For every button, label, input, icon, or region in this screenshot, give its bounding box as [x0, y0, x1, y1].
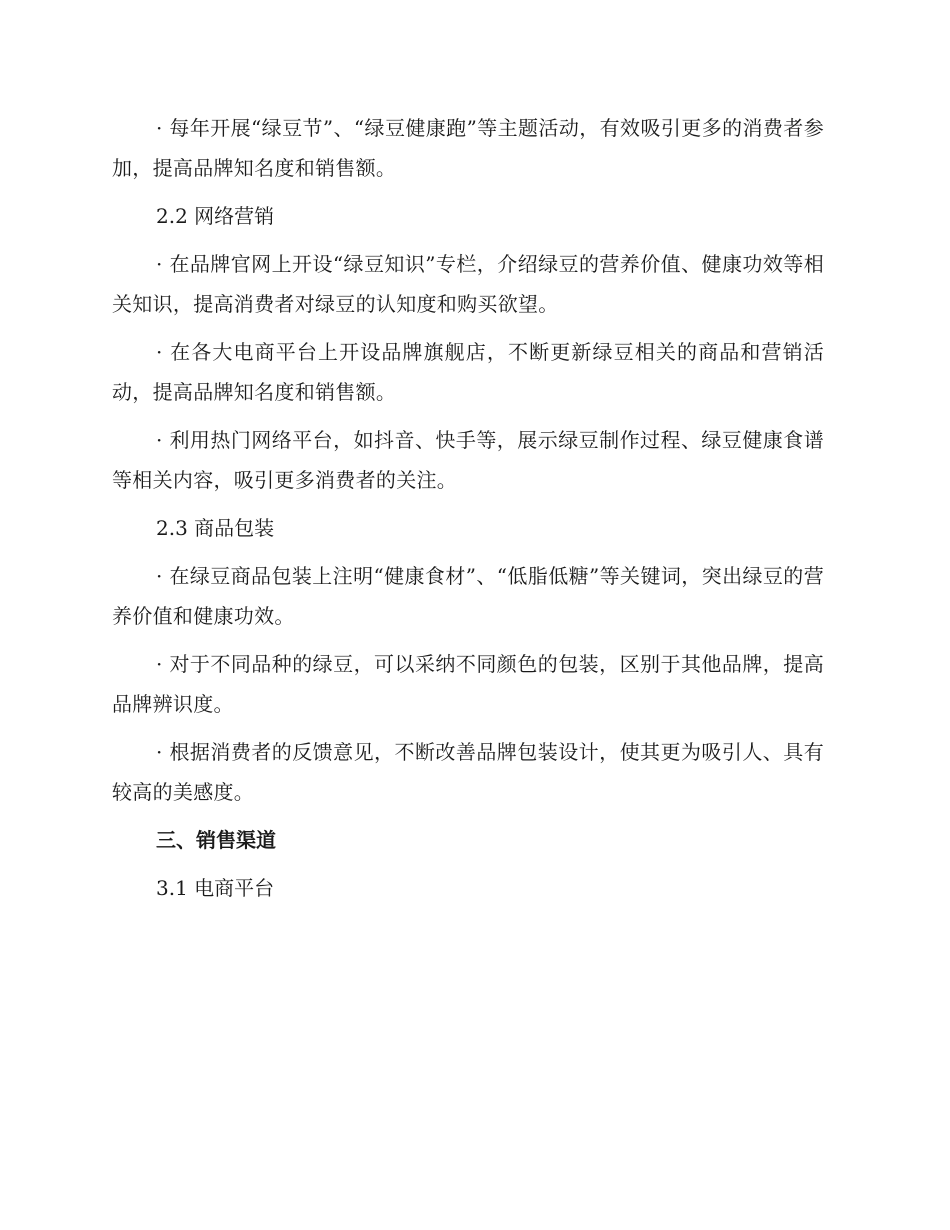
bullet-paragraph-colors: · 对于不同品种的绿豆，可以采纳不同颜色的包装，区别于其他品牌，提高品牌辨识度。	[112, 652, 824, 716]
document-body	[112, 108, 824, 916]
bullet-paragraph-theme-events: · 每年开展“绿豆节”、“绿豆健康跑”等主题活动，有效吸引更多的消费者参加，提高品牌知名度和销售额。	[112, 116, 824, 180]
subheading-ecommerce-platforms: 3.1 电商平台	[156, 876, 275, 900]
subheading-packaging: 2.3 商品包装	[156, 516, 275, 540]
section-heading-sales-channels: 三、销售渠道	[156, 828, 276, 852]
bullet-paragraph-keywords: · 在绿豆商品包装上注明“健康食材”、“低脂低糖”等关键词，突出绿豆的营养价值和健康功效。	[112, 564, 824, 628]
subheading-online-marketing: 2.2 网络营销	[156, 204, 275, 228]
bullet-paragraph-official-site: · 在品牌官网上开设“绿豆知识”专栏，介绍绿豆的营养价值、健康功效等相关知识，提高消费者对绿豆的认知度和购买欲望。	[112, 252, 824, 316]
bullet-paragraph-ecommerce-store: · 在各大电商平台上开设品牌旗舰店，不断更新绿豆相关的商品和营销活动，提高品牌知名度和销售额。	[112, 340, 824, 404]
bullet-paragraph-short-video: · 利用热门网络平台，如抖音、快手等，展示绿豆制作过程、绿豆健康食谱等相关内容，吸引更多消费者的关注。	[112, 428, 824, 492]
bullet-paragraph-feedback: · 根据消费者的反馈意见，不断改善品牌包装设计，使其更为吸引人、具有较高的美感度。	[112, 740, 824, 804]
